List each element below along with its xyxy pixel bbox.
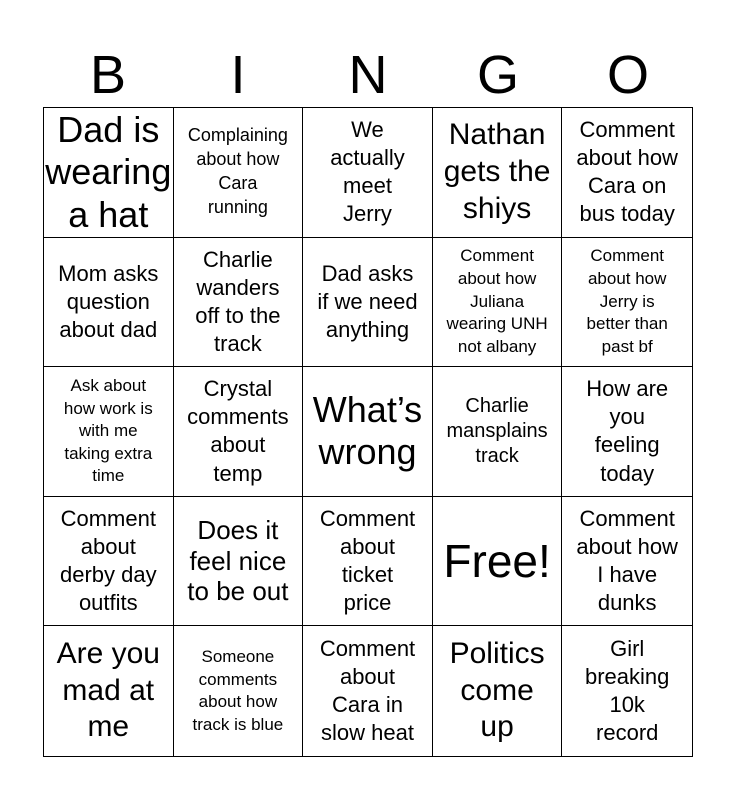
bingo-cell[interactable]: [562, 108, 692, 238]
bingo-cell[interactable]: [303, 108, 433, 238]
cell-text-line: how work is: [63, 398, 153, 418]
cell-text-line: derby day: [59, 562, 157, 588]
bingo-cell[interactable]: [174, 108, 304, 238]
cell-text: [444, 117, 551, 227]
cell-text-line: if we need: [317, 288, 418, 314]
cell-text-line: Complaining: [187, 125, 288, 146]
bingo-cell[interactable]: [44, 497, 174, 627]
cell-text: [585, 635, 669, 748]
cell-text: [443, 534, 551, 587]
cell-text: [60, 505, 157, 618]
cell-text-line: dunks: [597, 590, 657, 616]
cell-text-line: about how: [196, 149, 280, 170]
cell-text-line: anything: [325, 316, 410, 342]
cell-text-line: come: [460, 673, 534, 707]
cell-text-line: Girl: [610, 635, 645, 661]
cell-text-line: about how: [457, 268, 537, 288]
cell-text: [58, 260, 158, 344]
cell-text-line: Comment: [319, 505, 416, 531]
cell-text-line: time: [92, 466, 125, 486]
cell-text-line: wanders: [196, 274, 280, 300]
cell-text-line: about how: [587, 268, 667, 288]
bingo-cell[interactable]: [174, 238, 304, 368]
cell-text: [320, 505, 415, 618]
cell-text-line: track is blue: [192, 714, 284, 734]
cell-text-line: wrong: [318, 431, 417, 473]
cell-text-line: a hat: [68, 193, 149, 235]
bingo-cell[interactable]: [44, 238, 174, 368]
cell-text-line: me: [87, 710, 130, 744]
cell-text-line: ticket: [341, 562, 394, 588]
bingo-cell[interactable]: [433, 626, 563, 756]
cell-text-line: Comment: [319, 635, 416, 661]
cell-text-line: Dad is: [57, 108, 160, 150]
bingo-cell[interactable]: [174, 626, 304, 756]
bingo-cell[interactable]: [562, 626, 692, 756]
cell-text-line: Cara in: [332, 692, 403, 718]
bingo-grid: [43, 107, 693, 757]
cell-text-line: Mom asks: [58, 260, 159, 286]
cell-text-line: How are: [586, 376, 669, 402]
cell-text-line: feeling: [594, 432, 660, 458]
cell-text-line: Someone: [201, 646, 275, 666]
cell-text-line: with me: [79, 421, 138, 441]
cell-text: [64, 375, 153, 488]
cell-text-line: track: [214, 331, 262, 357]
bingo-cell[interactable]: [44, 367, 174, 497]
cell-text-line: Free!: [443, 534, 551, 587]
cell-text-line: We: [351, 116, 384, 142]
cell-text: [586, 375, 668, 488]
bingo-cell[interactable]: [303, 497, 433, 627]
bingo-cell[interactable]: [562, 367, 692, 497]
header-letter-o: O: [606, 45, 649, 105]
bingo-cell[interactable]: [303, 238, 433, 368]
cell-text-line: 10k: [609, 692, 645, 718]
cell-text-line: Cara: [218, 173, 258, 194]
cell-text-line: record: [596, 720, 659, 746]
bingo-cell[interactable]: [174, 367, 304, 497]
cell-text: [447, 245, 548, 358]
cell-text-line: bus today: [579, 201, 675, 227]
cell-text-line: about how: [576, 533, 678, 559]
cell-text-line: about how: [198, 692, 278, 712]
cell-text-line: Jerry is: [599, 291, 655, 311]
cell-text-line: Comment: [590, 246, 665, 266]
cell-text-line: wearing UNH: [446, 314, 548, 334]
cell-text-line: outfits: [78, 590, 138, 616]
cell-text: [330, 116, 405, 229]
cell-text-line: about: [210, 432, 266, 458]
cell-text-line: Crystal: [203, 376, 273, 402]
cell-text: [313, 389, 422, 474]
cell-text-line: about: [339, 533, 396, 559]
cell-text: [587, 245, 668, 358]
cell-text-line: mad at: [62, 673, 155, 707]
cell-text-line: past bf: [601, 336, 653, 356]
cell-text-line: today: [600, 460, 655, 486]
bingo-cell[interactable]: [433, 367, 563, 497]
cell-text: [447, 394, 548, 470]
cell-text-line: slow heat: [321, 720, 414, 746]
cell-text: [450, 636, 545, 746]
cell-text: [320, 635, 415, 748]
bingo-header: [43, 40, 693, 110]
bingo-cell[interactable]: [44, 626, 174, 756]
cell-text-line: gets the: [443, 155, 551, 188]
cell-text-line: actually: [330, 145, 405, 171]
cell-text-line: off to the: [195, 302, 281, 328]
cell-text-line: Does it: [197, 515, 279, 546]
cell-text: [576, 116, 678, 229]
bingo-cell[interactable]: [433, 497, 563, 627]
cell-text-line: Comment: [579, 505, 675, 531]
cell-text-line: shiys: [462, 191, 532, 225]
cell-text: [45, 109, 171, 236]
bingo-cell[interactable]: [562, 238, 692, 368]
cell-text: [57, 636, 160, 746]
cell-text-line: not albany: [457, 336, 537, 356]
cell-text: [576, 505, 678, 618]
cell-text-line: Charlie: [203, 246, 273, 272]
cell-text: [188, 124, 288, 220]
cell-text-line: better than: [586, 314, 668, 334]
cell-text-line: Comment: [460, 246, 534, 266]
cell-text-line: Politics: [449, 637, 545, 671]
cell-text-line: Cara on: [588, 173, 667, 199]
cell-text-line: taking extra: [64, 443, 153, 463]
cell-text-line: comments: [198, 669, 278, 689]
cell-text-line: running: [207, 197, 268, 218]
cell-text-line: Ask about: [70, 375, 147, 395]
bingo-cell[interactable]: [303, 367, 433, 497]
bingo-cell[interactable]: [433, 108, 563, 238]
cell-text-line: Charlie: [465, 394, 529, 417]
cell-text-line: comments: [187, 404, 289, 430]
cell-text-line: Dad asks: [321, 260, 414, 286]
cell-text-line: Comment: [579, 116, 675, 142]
cell-text-line: What’s: [312, 389, 423, 431]
cell-text-line: price: [343, 590, 392, 616]
header-letter-g: G: [476, 45, 519, 105]
cell-text: [193, 646, 284, 736]
cell-text-line: about: [339, 664, 396, 690]
cell-text: [187, 375, 288, 488]
cell-text-line: up: [480, 710, 514, 744]
cell-text-line: breaking: [585, 664, 670, 690]
cell-text-line: I have: [597, 562, 658, 588]
cell-text-line: mansplains: [446, 419, 548, 442]
header-letter-n: N: [348, 45, 388, 105]
cell-text-line: track: [475, 445, 519, 468]
cell-text: [317, 260, 417, 344]
cell-text-line: Nathan: [448, 118, 546, 152]
cell-text-line: Comment: [60, 505, 156, 531]
bingo-cell[interactable]: [433, 238, 563, 368]
cell-text-line: wearing: [45, 151, 172, 193]
cell-text-line: about dad: [59, 316, 158, 342]
bingo-cell[interactable]: [562, 497, 692, 627]
cell-text: [187, 515, 288, 607]
bingo-cell[interactable]: [174, 497, 304, 627]
bingo-cell[interactable]: [44, 108, 174, 238]
cell-text-line: meet: [343, 173, 392, 199]
cell-text-line: question: [66, 288, 150, 314]
header-letter-b: B: [89, 45, 127, 105]
cell-text-line: Jerry: [343, 201, 392, 227]
cell-text-line: temp: [213, 460, 263, 486]
header-letter-i: I: [230, 45, 246, 105]
cell-text-line: Are you: [56, 637, 160, 671]
cell-text-line: Juliana: [470, 291, 525, 311]
cell-text: [195, 246, 280, 359]
cell-text-line: about how: [576, 145, 678, 171]
cell-text-line: about: [80, 533, 136, 559]
cell-text-line: you: [609, 404, 645, 430]
bingo-cell[interactable]: [303, 626, 433, 756]
cell-text-line: feel nice: [189, 545, 287, 576]
cell-text-line: to be out: [187, 576, 289, 607]
